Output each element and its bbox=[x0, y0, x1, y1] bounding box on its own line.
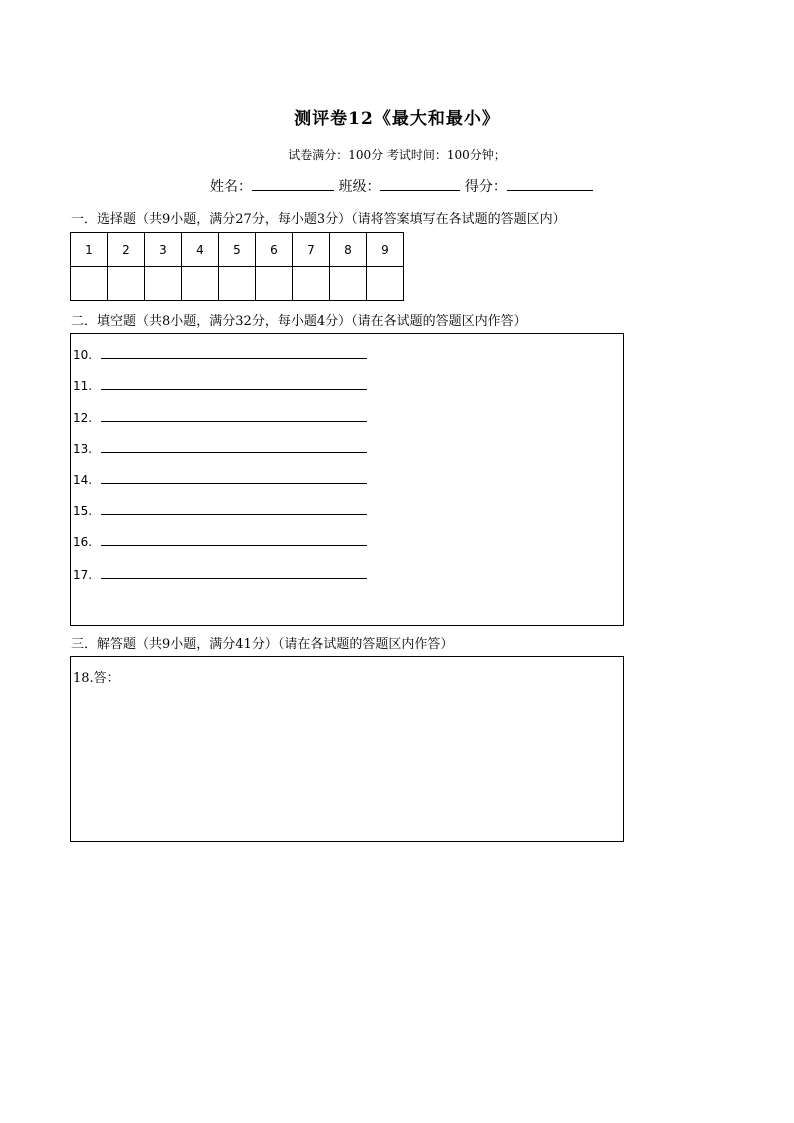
score-label: 得分： bbox=[464, 179, 507, 195]
class-field[interactable] bbox=[380, 175, 460, 191]
choice-number: 9 bbox=[367, 233, 404, 267]
choice-answer-row bbox=[71, 267, 404, 301]
choice-number: 4 bbox=[182, 233, 219, 267]
choice-answer-cell[interactable] bbox=[256, 267, 293, 301]
choice-number: 5 bbox=[219, 233, 256, 267]
fill-answer-line[interactable] bbox=[101, 566, 367, 579]
choice-answer-cell[interactable] bbox=[293, 267, 330, 301]
choice-number: 3 bbox=[145, 233, 182, 267]
choice-number-row bbox=[71, 233, 404, 267]
score-field[interactable] bbox=[507, 175, 593, 191]
choice-number: 7 bbox=[293, 233, 330, 267]
choice-answer-cell[interactable] bbox=[367, 267, 404, 301]
fill-item bbox=[73, 342, 367, 362]
choice-number: 1 bbox=[71, 233, 108, 267]
choice-answer-cell[interactable] bbox=[330, 267, 367, 301]
answer-label: 18.答： bbox=[73, 671, 120, 686]
fill-item-number: 14. bbox=[73, 473, 93, 487]
fill-item bbox=[73, 529, 367, 549]
choice-answer-cell[interactable] bbox=[182, 267, 219, 301]
class-label: 班级： bbox=[338, 179, 381, 195]
fill-item bbox=[73, 498, 367, 518]
choice-answer-cell[interactable] bbox=[108, 267, 145, 301]
fill-answer-line[interactable] bbox=[101, 377, 367, 390]
name-label: 姓名： bbox=[210, 179, 252, 195]
fill-item-number: 15. bbox=[73, 504, 93, 518]
fill-item-number: 12. bbox=[73, 411, 93, 425]
fill-item-number: 16. bbox=[73, 535, 93, 549]
fill-item bbox=[73, 405, 367, 425]
choice-number: 8 bbox=[330, 233, 367, 267]
exam-meta: 试卷满分：100分 考试时间：100分钟； bbox=[288, 148, 506, 162]
fill-item bbox=[73, 436, 367, 456]
fill-item-number: 10. bbox=[73, 348, 93, 362]
name-field[interactable] bbox=[252, 175, 334, 191]
answer-box[interactable] bbox=[70, 656, 624, 842]
section2-heading: 二．填空题（共8小题，满分32分，每小题4分）（请在各试题的答题区内作答） bbox=[71, 314, 527, 329]
fill-answer-line[interactable] bbox=[101, 440, 367, 453]
fill-answer-line[interactable] bbox=[101, 502, 367, 515]
fill-item bbox=[73, 562, 367, 582]
fill-blank-box bbox=[70, 333, 624, 626]
fill-answer-line[interactable] bbox=[101, 533, 367, 546]
choice-answer-grid bbox=[70, 232, 404, 301]
student-info-row bbox=[210, 175, 593, 196]
fill-answer-line[interactable] bbox=[101, 471, 367, 484]
choice-answer-cell[interactable] bbox=[219, 267, 256, 301]
fill-answer-line[interactable] bbox=[101, 409, 367, 422]
fill-item-number: 11. bbox=[73, 379, 93, 393]
choice-number: 2 bbox=[108, 233, 145, 267]
fill-item-number: 17. bbox=[73, 568, 93, 582]
fill-item bbox=[73, 373, 367, 393]
fill-item bbox=[73, 467, 367, 487]
choice-number: 6 bbox=[256, 233, 293, 267]
section1-heading: 一．选择题（共9小题，满分27分，每小题3分）（请将答案填写在各试题的答题区内） bbox=[71, 212, 566, 227]
fill-answer-line[interactable] bbox=[101, 346, 367, 359]
choice-answer-cell[interactable] bbox=[145, 267, 182, 301]
fill-item-number: 13. bbox=[73, 442, 93, 456]
page-title: 测评卷12《最大和最小》 bbox=[294, 109, 500, 129]
section3-heading: 三．解答题（共9小题，满分41分）（请在各试题的答题区内作答） bbox=[71, 637, 454, 652]
choice-answer-cell[interactable] bbox=[71, 267, 108, 301]
